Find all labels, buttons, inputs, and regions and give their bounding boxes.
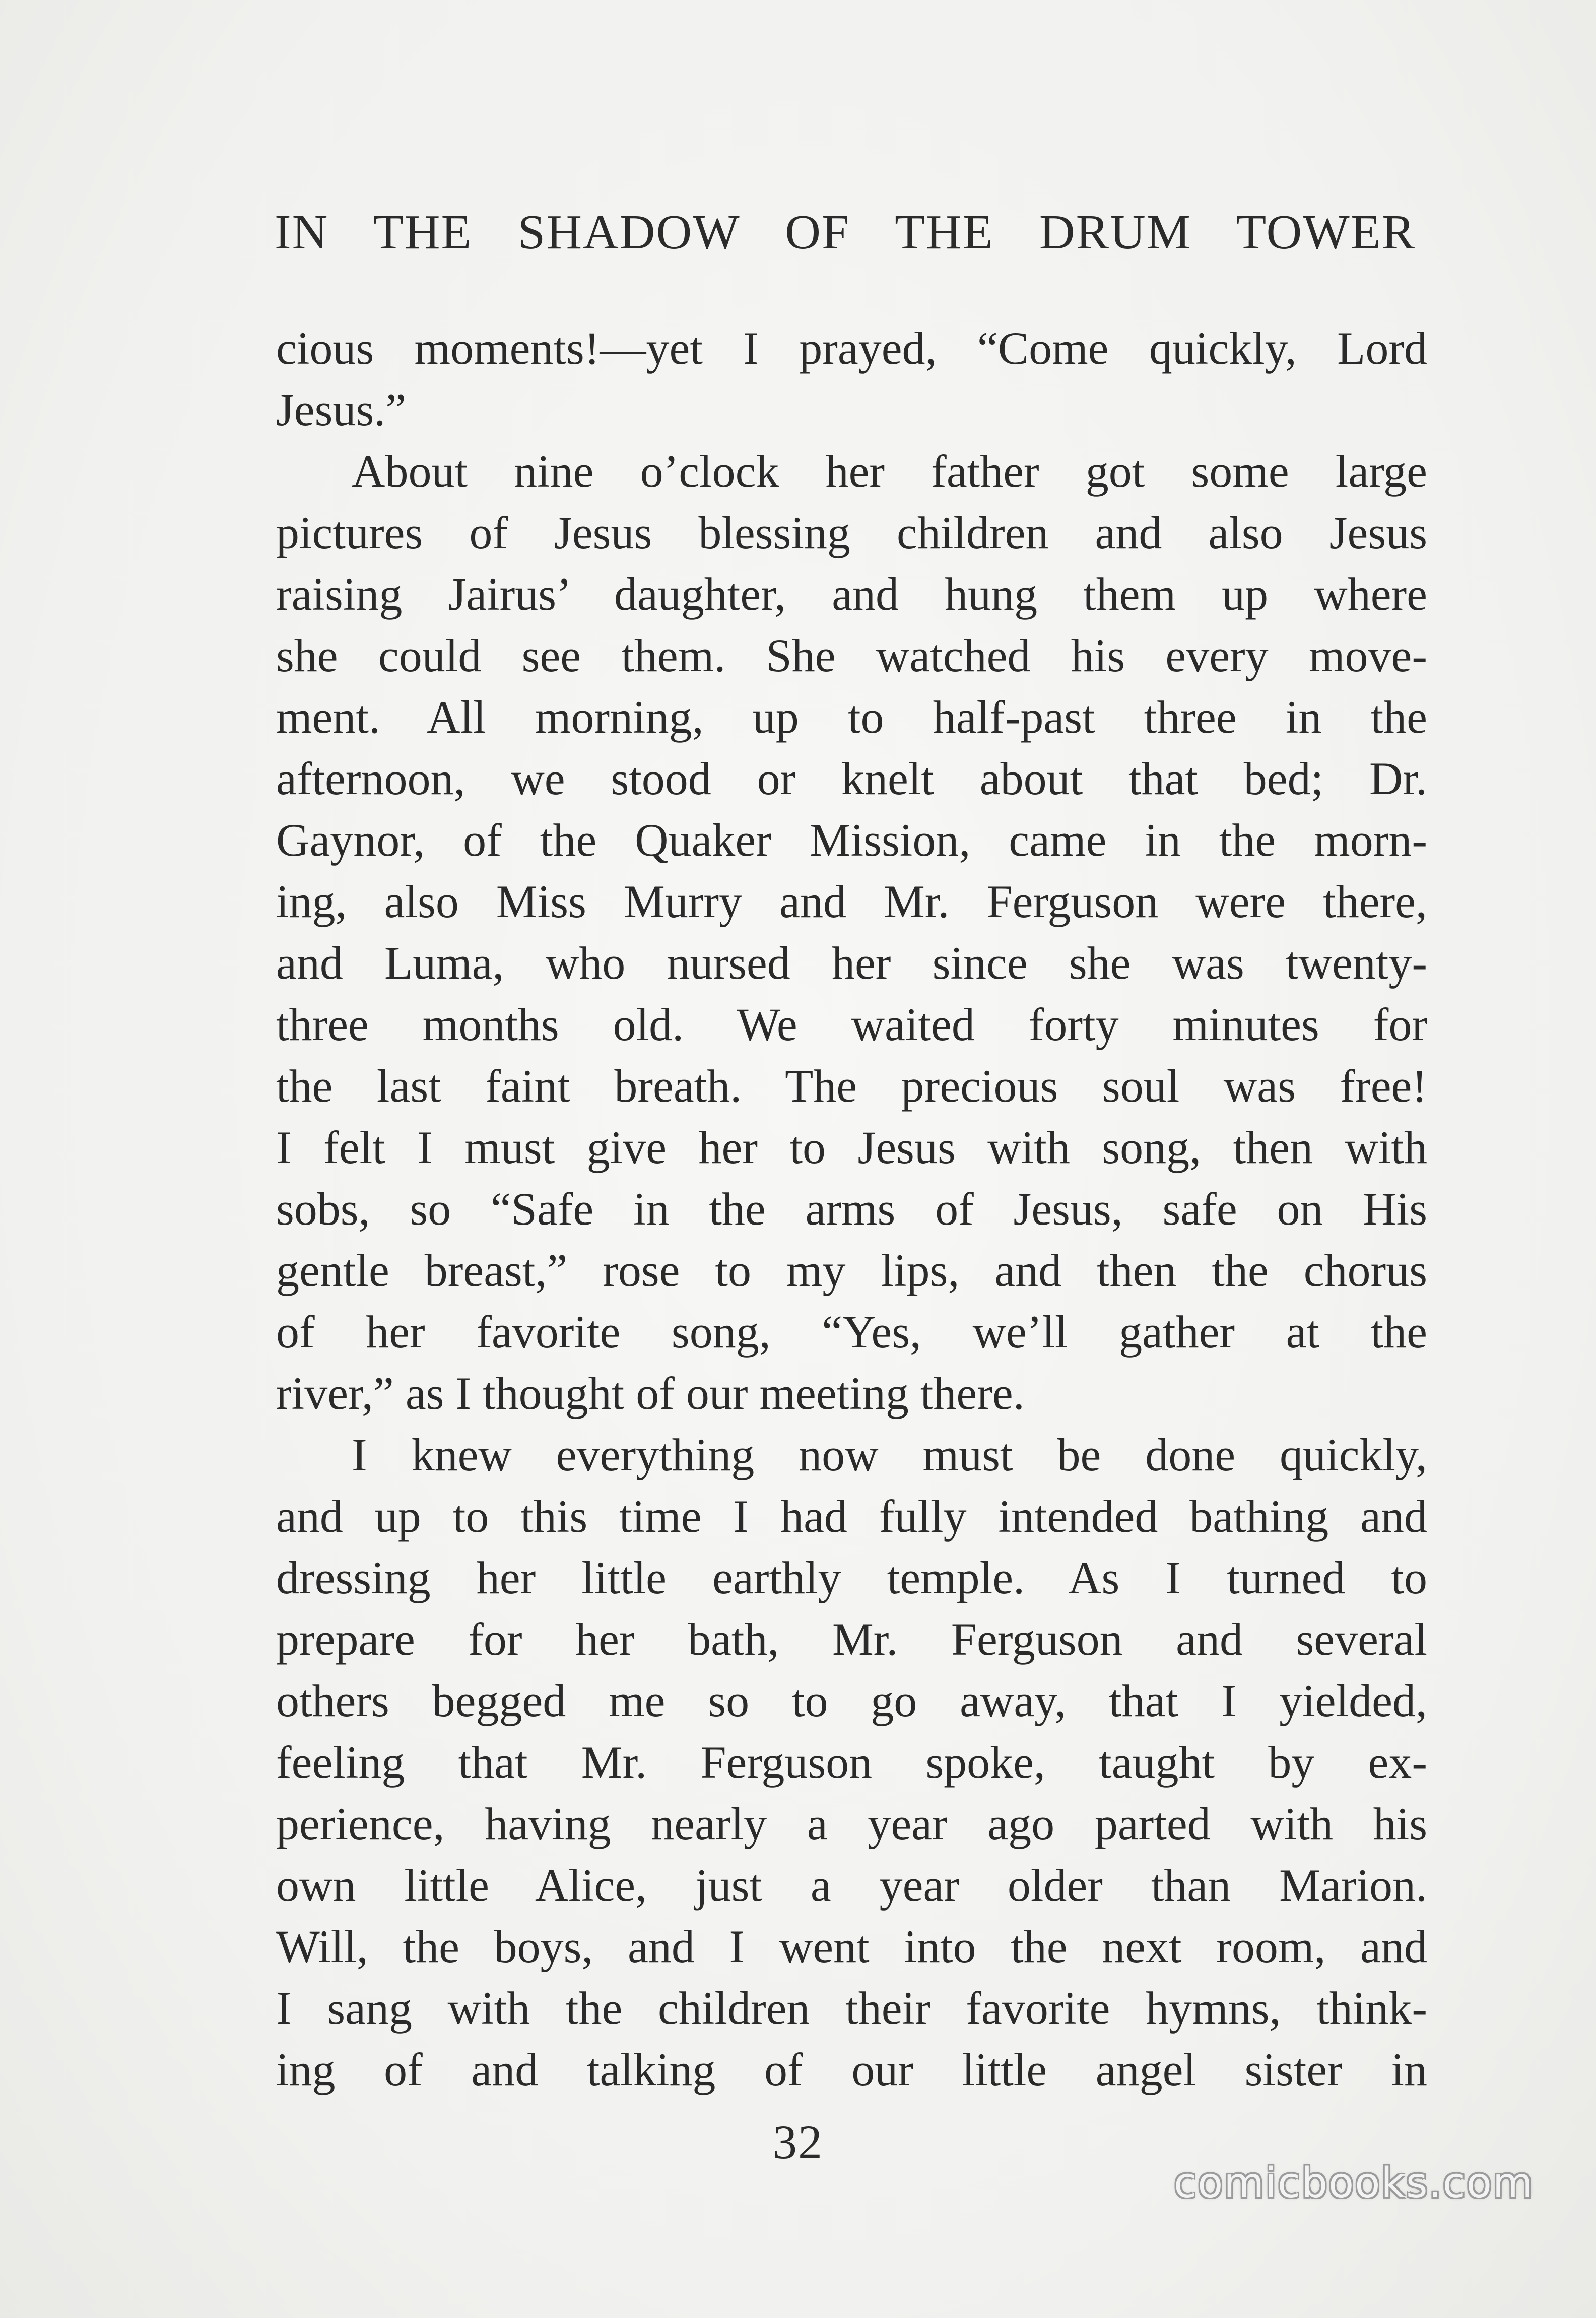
text-line: Will, the boys, and I went into the next room, and bbox=[276, 1921, 1427, 1972]
text-line: ing, also Miss Murry and Mr. Ferguson were there, bbox=[276, 876, 1427, 927]
text-line: own little Alice, just a year older than Marion. bbox=[276, 1859, 1427, 1911]
text-line: pictures of Jesus blessing children and also Jesus bbox=[276, 507, 1427, 558]
text-line: three months old. We waited forty minutes for bbox=[276, 999, 1427, 1050]
text-line: river,” as I thought of our meeting there. bbox=[276, 1368, 1025, 1419]
text-line: Jesus.” bbox=[276, 384, 407, 435]
watermark: comicbooks.com bbox=[1174, 2159, 1534, 2207]
text-line: About nine o’clock her father got some large bbox=[352, 445, 1427, 497]
text-line: I sang with the children their favorite hymns, think- bbox=[276, 1982, 1427, 2034]
text-line: feeling that Mr. Ferguson spoke, taught by ex- bbox=[276, 1736, 1427, 1788]
text-line: sobs, so “Safe in the arms of Jesus, safe on His bbox=[276, 1183, 1427, 1235]
text-line: the last faint breath. The precious soul was free! bbox=[276, 1060, 1427, 1112]
running-head: IN THE SHADOW OF THE DRUM TOWER bbox=[275, 205, 1416, 260]
text-line: perience, having nearly a year ago parted with his bbox=[276, 1798, 1427, 1849]
text-line: ment. All morning, up to half-past three in the bbox=[276, 691, 1427, 743]
text-line: ing of and talking of our little angel sister in bbox=[276, 2044, 1427, 2095]
text-line: Gaynor, of the Quaker Mission, came in the morn- bbox=[276, 814, 1427, 866]
text-line: gentle breast,” rose to my lips, and then the chorus bbox=[276, 1245, 1427, 1296]
text-line: dressing her little earthly temple. As I turned to bbox=[276, 1552, 1427, 1603]
text-line: prepare for her bath, Mr. Ferguson and several bbox=[276, 1614, 1427, 1665]
text-line: cious moments!—yet I prayed, “Come quickly, Lord bbox=[276, 323, 1427, 374]
text-line: I felt I must give her to Jesus with song, then with bbox=[276, 1122, 1427, 1173]
text-line: and Luma, who nursed her since she was twenty- bbox=[276, 937, 1427, 989]
text-line: others begged me so to go away, that I yielded, bbox=[276, 1675, 1427, 1726]
page-number: 32 bbox=[773, 2115, 823, 2169]
text-line: raising Jairus’ daughter, and hung them up where bbox=[276, 568, 1427, 620]
text-line: of her favorite song, “Yes, we’ll gather at the bbox=[276, 1306, 1427, 1358]
text-line: afternoon, we stood or knelt about that bed; Dr. bbox=[276, 753, 1427, 804]
body-text bbox=[276, 317, 1427, 2100]
text-line: and up to this time I had fully intended bathing and bbox=[276, 1491, 1427, 1542]
text-line: she could see them. She watched his every move- bbox=[276, 630, 1427, 681]
text-line: I knew everything now must be done quickly, bbox=[352, 1429, 1427, 1480]
